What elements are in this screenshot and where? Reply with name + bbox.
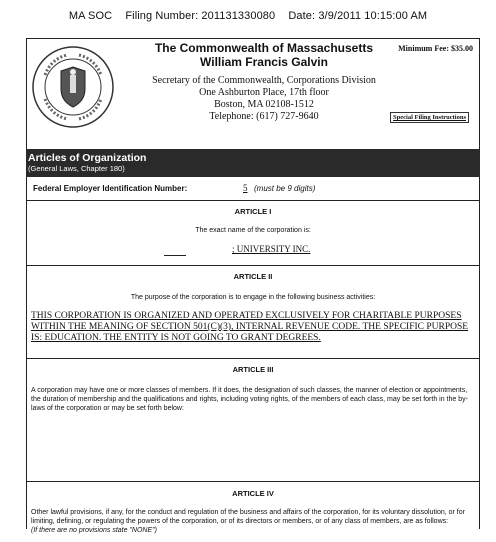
- purpose-value: THIS CORPORATION IS ORGANIZED AND OPERATED EXCLUSIVELY FOR CHARITABLE PURPOSES WITHIN THE MEANING OF SECTION 501(C)(3), INTERNAL REVENUE CODE. THE SPECIFIC PURPOSE IS: EDUCATION. THE ENTITY IS NOT GOING TO GRANT DEGREES.: [31, 311, 469, 343]
- fein-row: [27, 177, 479, 201]
- commonwealth-title: The Commonwealth of Massachusetts: [154, 41, 374, 55]
- division-line: Secretary of the Commonwealth, Corporations Division: [152, 75, 376, 86]
- name-redacted-mark: [164, 245, 186, 256]
- article-4-title: ARTICLE IV: [232, 489, 274, 498]
- banner-title: Articles of Organization: [28, 152, 147, 164]
- banner-subtitle: (General Laws, Chapter 180): [28, 164, 125, 173]
- article-1-title: ARTICLE I: [234, 207, 272, 216]
- corporation-name-value: ; UNIVERSITY INC.: [232, 244, 311, 254]
- articles-banner: [26, 149, 480, 177]
- article-3-title: ARTICLE III: [232, 365, 274, 374]
- article-4-note: (If there are no provisions state "NONE"): [31, 527, 157, 534]
- fein-note: (must be 9 digits): [254, 184, 316, 193]
- state-seal-icon: [31, 45, 115, 129]
- article-4-section: [27, 482, 479, 542]
- article-2-title: ARTICLE II: [233, 272, 273, 281]
- article-2-prompt: The purpose of the corporation is to engage in the following business activities:: [130, 294, 376, 301]
- article-1-prompt: The exact name of the corporation is:: [195, 227, 311, 234]
- filing-bar: [0, 10, 496, 22]
- article-1-section: [27, 201, 479, 266]
- article-3-text: A corporation may have one or more classes of members. If it does, the designation of such classes, the manner of election or appointments, the duration of membership and the qualifications and rights, including voting rights, of the members of each class, may be set forth in the by-laws of the corporation or may be set forth below:: [31, 387, 468, 412]
- filing-office: MA SOC: [68, 10, 113, 22]
- form-frame: [26, 38, 480, 534]
- fein-label: Federal Employer Identification Number:: [33, 184, 188, 193]
- article-3-section: [27, 359, 479, 482]
- minimum-fee: Minimum Fee: $35.00: [398, 44, 473, 53]
- city-line: Boston, MA 02108-1512: [214, 99, 314, 110]
- header-address: [119, 75, 409, 123]
- form-header: [27, 39, 479, 151]
- special-instructions-link[interactable]: Special Filing Instructions: [390, 112, 469, 123]
- filing-date: Date: 3/9/2011 10:15:00 AM: [288, 10, 428, 22]
- article-2-section: [27, 266, 479, 359]
- fein-value: 5: [243, 183, 248, 193]
- street-line: One Ashburton Place, 17th floor: [199, 87, 329, 98]
- telephone-line: Telephone: (617) 727-9640: [209, 111, 319, 122]
- header-titles: [119, 41, 409, 123]
- filing-number: Filing Number: 201131330080: [125, 10, 276, 22]
- article-4-text: Other lawful provisions, if any, for the conduct and regulation of the business and affairs of the corporation, for its voluntary dissolution, or for limiting, defining, or regulating the powers of the corporation, or of its directors or members, or of any class of members, are as follows:: [31, 509, 465, 525]
- secretary-name: William Francis Galvin: [200, 55, 328, 69]
